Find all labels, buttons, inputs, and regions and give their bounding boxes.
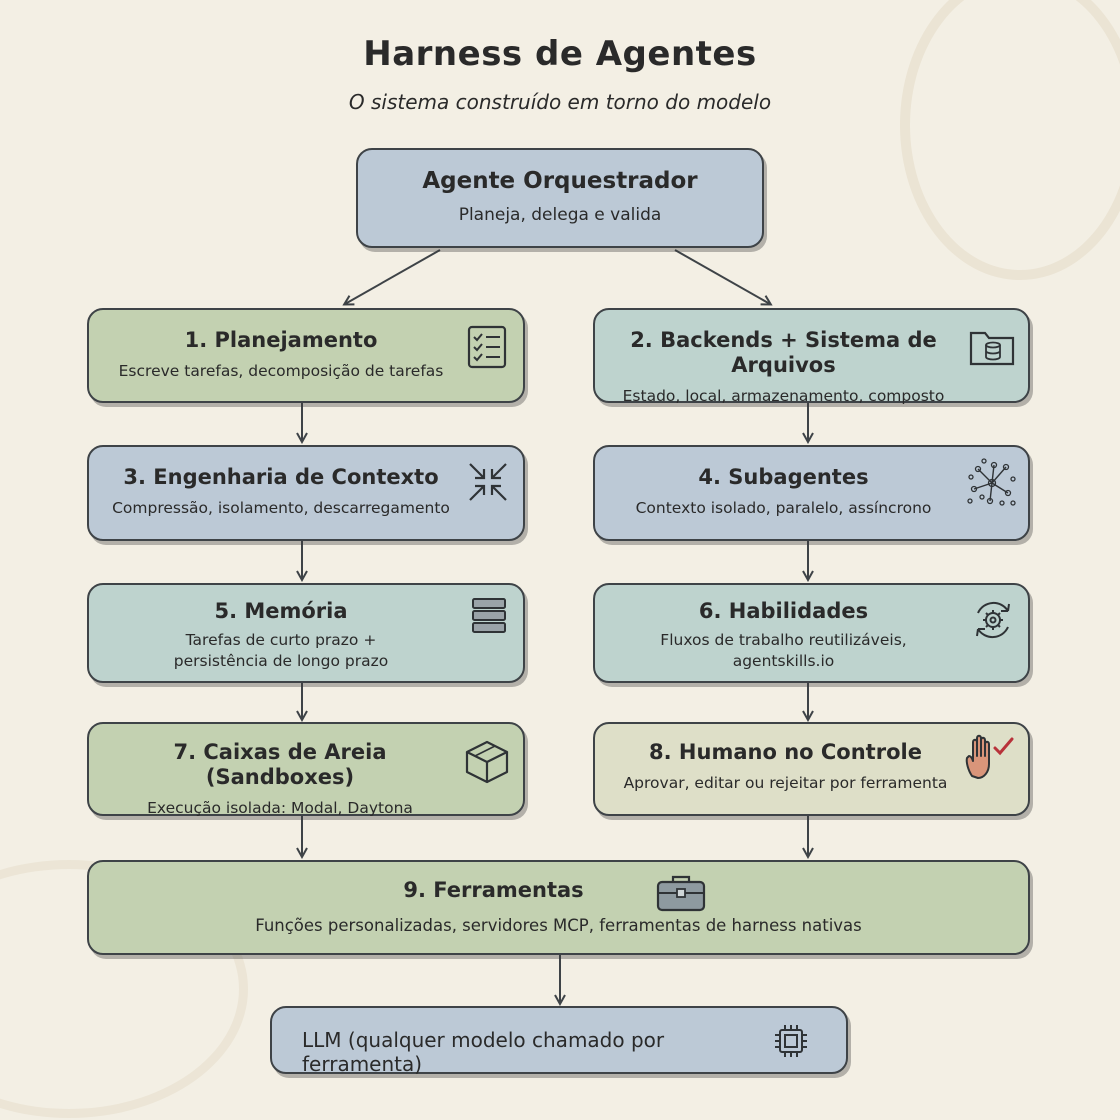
node-tools-subtitle: Funções personalizadas, servidores MCP, ferramentas de harness nativas <box>255 916 862 936</box>
node-subagents <box>593 445 1030 541</box>
compress-arrows-icon <box>467 461 509 503</box>
node-skills-title: 6. Habilidades <box>698 599 869 623</box>
node-skills-subtitle-line-2: agentskills.io <box>732 652 835 671</box>
box-icon <box>461 736 513 788</box>
node-memory-title: 5. Memória <box>214 599 348 623</box>
network-nodes-icon <box>966 457 1018 509</box>
node-sandboxes-subtitle: Execução isolada: Modal, Daytona <box>147 799 413 818</box>
diagram-subtitle: O sistema construído em torno do modelo <box>348 90 772 114</box>
chip-icon <box>772 1022 810 1060</box>
diagram-title: Harness de Agentes <box>363 34 757 74</box>
node-sandboxes <box>87 722 525 816</box>
gear-cycle-icon <box>970 597 1016 643</box>
checklist-icon <box>465 324 509 370</box>
arrow-orchestrator-to-backends <box>675 250 770 304</box>
node-backends <box>593 308 1030 406</box>
llm-label: LLM (qualquer modelo chamado por ferramenta) <box>302 1028 665 1076</box>
node-planning <box>87 308 525 403</box>
node-context-engineering-subtitle: Compressão, isolamento, descarregamento <box>112 499 450 518</box>
node-skills <box>593 583 1030 683</box>
node-skills-subtitle <box>609 630 958 672</box>
node-planning-title: 1. Planejamento <box>184 328 378 352</box>
llm-box <box>270 1006 848 1074</box>
node-memory-subtitle-line-2: persistência de longo prazo <box>173 652 389 671</box>
memory-stack-icon <box>471 597 507 635</box>
hand-check-icon <box>962 732 1020 782</box>
orchestrator-subtitle: Planeja, delega e valida <box>458 204 662 225</box>
orchestrator-box <box>356 148 764 248</box>
node-backends-subtitle: Estado, local, armazenamento, composto <box>622 387 945 406</box>
folder-database-icon <box>968 324 1016 368</box>
node-human-in-the-loop <box>593 722 1030 816</box>
node-context-engineering <box>87 445 525 541</box>
node-context-engineering-title: 3. Engenharia de Contexto <box>123 465 439 489</box>
node-subagents-title: 4. Subagentes <box>698 465 869 489</box>
node-memory-subtitle <box>109 630 453 672</box>
toolbox-icon <box>655 872 707 914</box>
node-memory <box>87 583 525 683</box>
node-human-in-the-loop-title: 8. Humano no Controle <box>649 740 922 764</box>
node-tools <box>87 860 1030 955</box>
node-skills-subtitle-line-1: Fluxos de trabalho reutilizáveis, <box>660 631 907 650</box>
node-memory-subtitle-line-1: Tarefas de curto prazo + <box>185 631 377 650</box>
orchestrator-title: Agente Orquestrador <box>422 168 698 194</box>
node-planning-subtitle: Escreve tarefas, decomposição de tarefas <box>118 362 444 381</box>
node-human-in-the-loop-subtitle: Aprovar, editar ou rejeitar por ferramenta <box>623 774 948 793</box>
node-sandboxes-title: 7. Caixas de Areia (Sandboxes) <box>173 740 387 790</box>
node-backends-title: 2. Backends + Sistema de Arquivos <box>630 328 937 378</box>
node-tools-title: 9. Ferramentas <box>403 878 584 902</box>
arrow-orchestrator-to-planning <box>345 250 440 304</box>
node-subagents-subtitle: Contexto isolado, paralelo, assíncrono <box>635 499 932 518</box>
